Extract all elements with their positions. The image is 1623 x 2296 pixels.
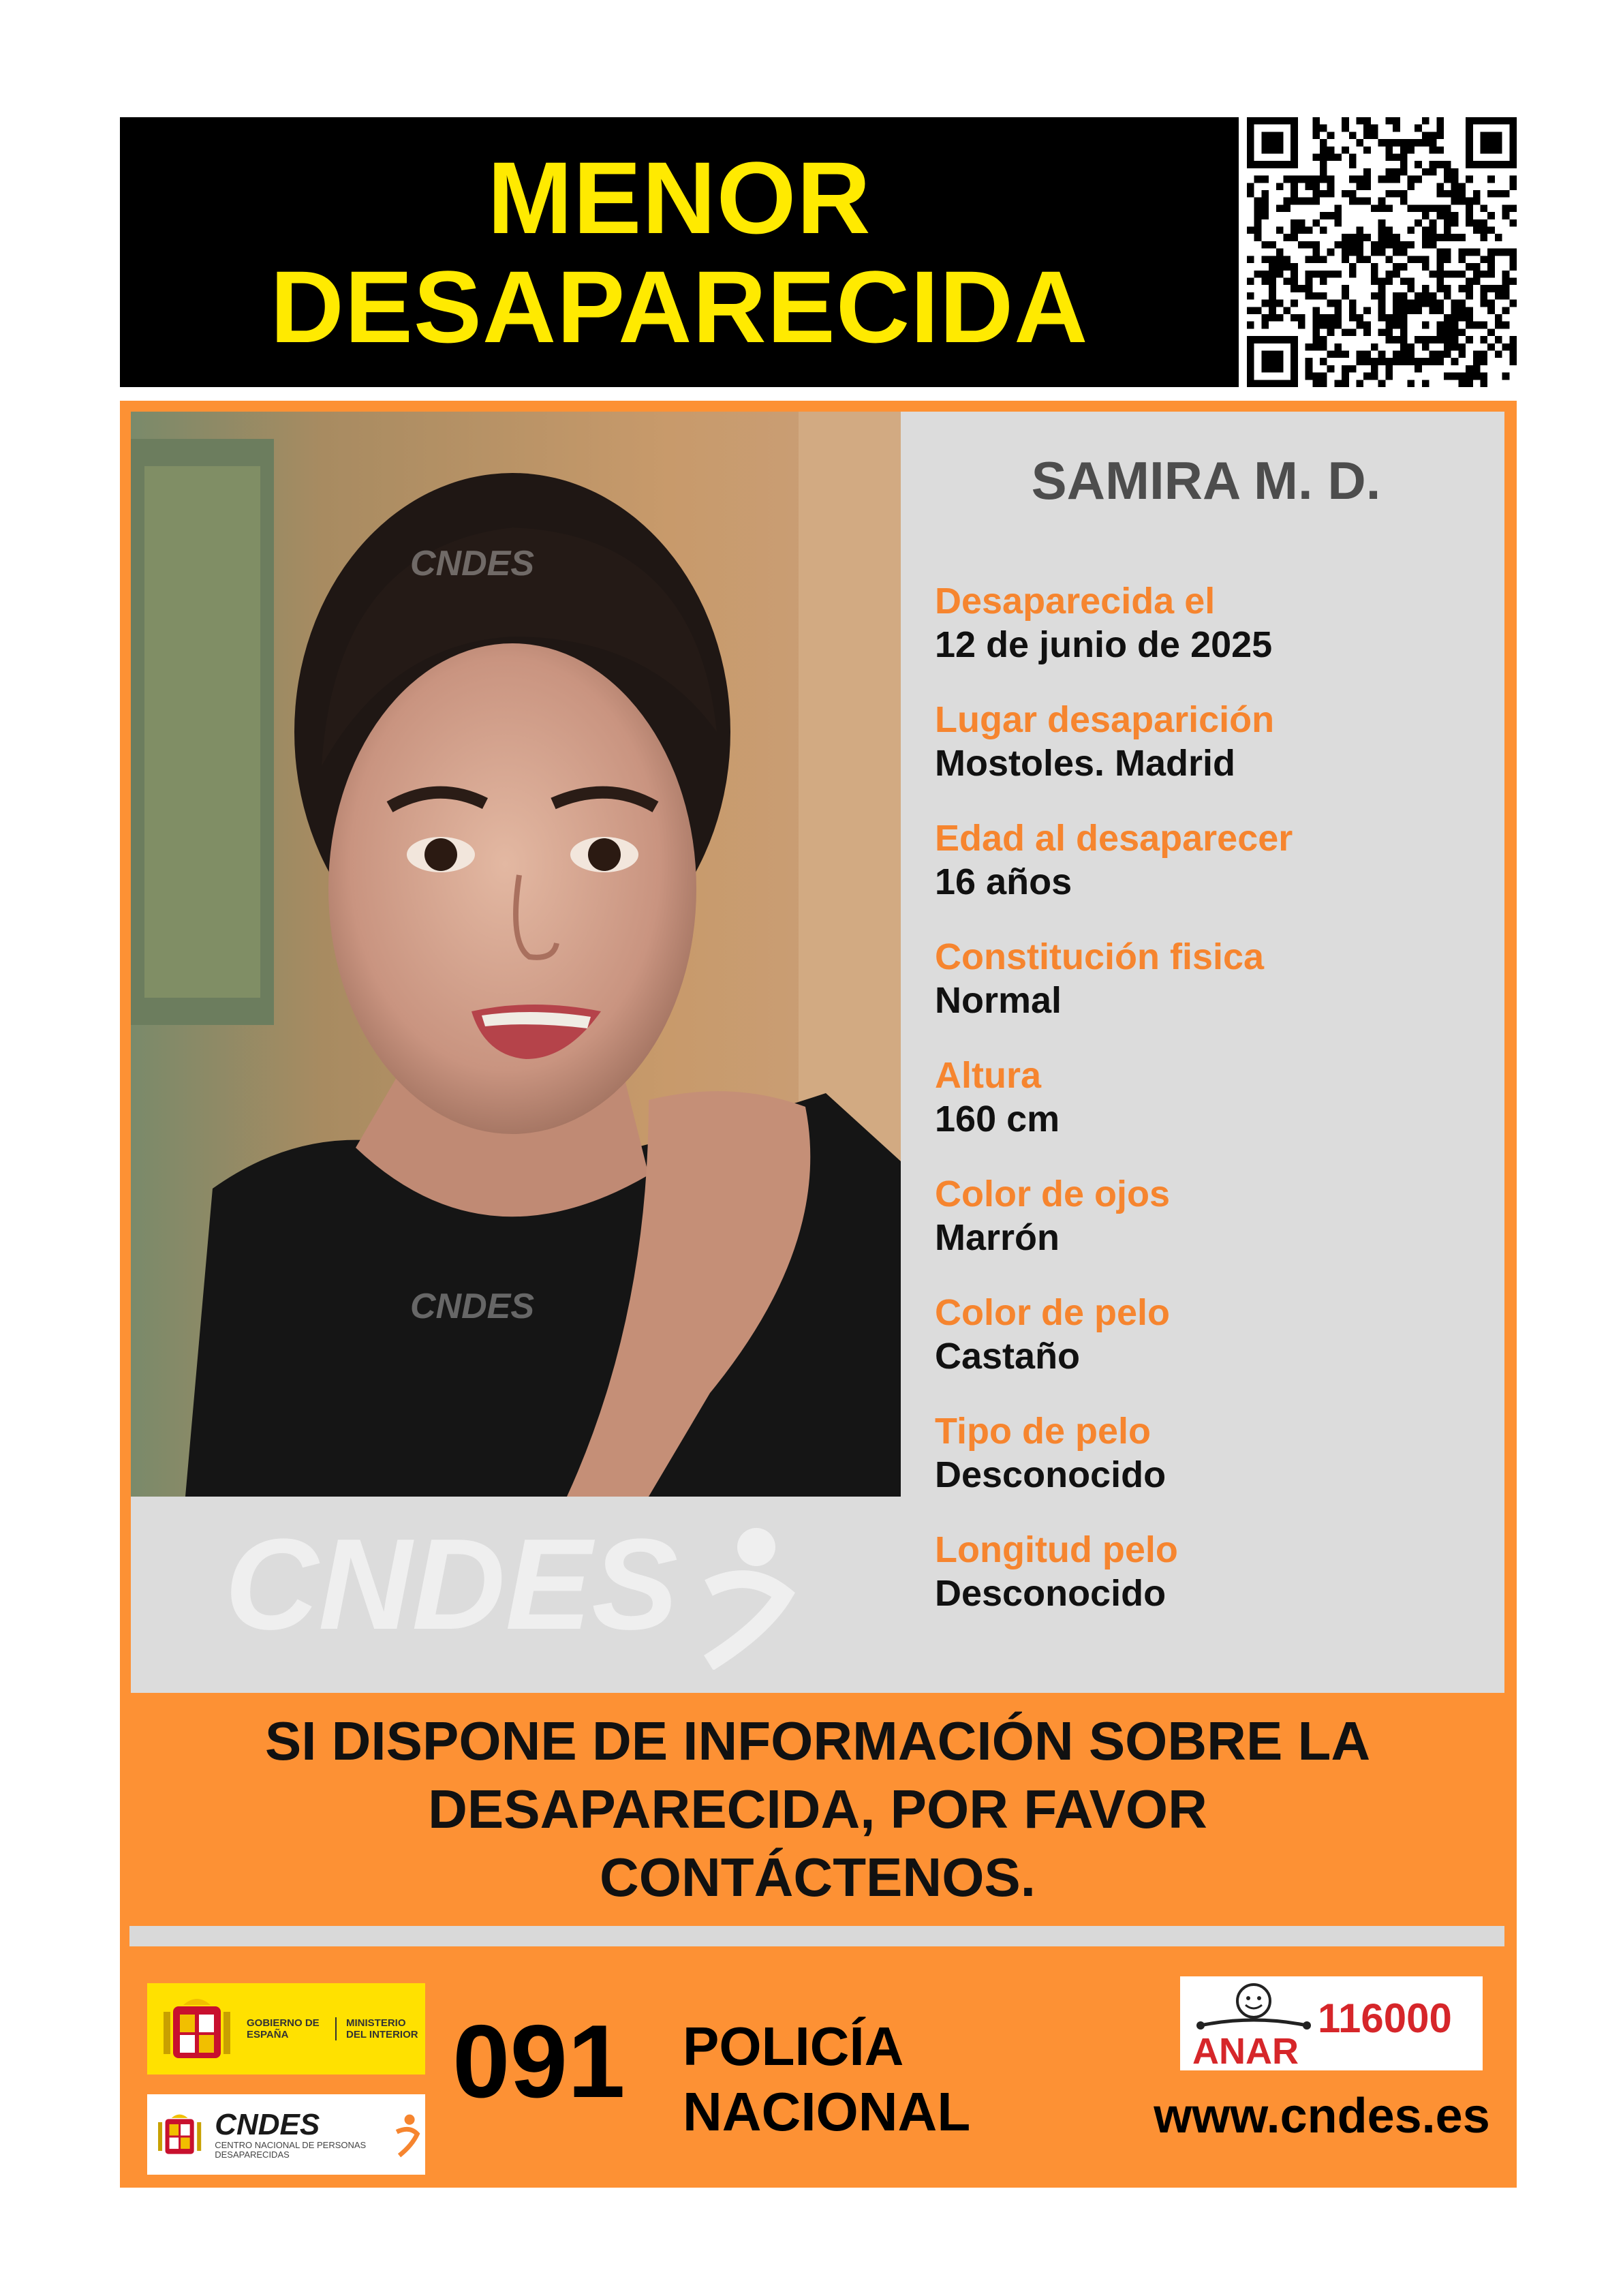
website-link[interactable]: www.cndes.es — [1154, 2089, 1490, 2143]
detail-value: Mostoles. Madrid — [935, 743, 1236, 784]
svg-text:CNDES: CNDES — [410, 544, 535, 583]
detail-label: Longitud pelo — [935, 1529, 1178, 1570]
detail-label: Altura — [935, 1055, 1042, 1096]
cndes-subtitle: CENTRO NACIONAL DE PERSONAS DESAPARECIDAS — [215, 2140, 367, 2160]
svg-text:CNDES: CNDES — [410, 1287, 535, 1326]
cndes-name: CNDES — [215, 2108, 320, 2141]
detail-label: Lugar desaparición — [935, 699, 1275, 740]
anar-logo — [1180, 1976, 1483, 2070]
gov-text: GOBIERNO DE ESPAÑA — [247, 2017, 320, 2040]
detail-hair-color — [935, 1291, 1494, 1409]
person-figure-icon — [389, 2104, 425, 2165]
detail-value: Desconocido — [935, 1454, 1166, 1495]
agency-line1: POLICÍA — [683, 2016, 904, 2077]
person-name: SAMIRA M. D. — [1031, 450, 1381, 510]
detail-value: 12 de junio de 2025 — [935, 624, 1273, 665]
message-line2: DESAPARECIDA, POR FAVOR — [428, 1779, 1207, 1839]
detail-value: 16 años — [935, 861, 1072, 902]
detail-hair-type — [935, 1409, 1494, 1528]
coat-of-arms-icon — [159, 1991, 234, 2066]
detail-age — [935, 816, 1494, 935]
header-title-line2: DESAPARECIDA — [270, 249, 1089, 364]
detail-label: Color de ojos — [935, 1174, 1171, 1214]
agency-line2: NACIONAL — [683, 2081, 971, 2142]
qr-code-icon[interactable] — [1247, 117, 1517, 387]
svg-text:CNDES: CNDES — [225, 1512, 679, 1657]
message-line3: CONTÁCTENOS. — [600, 1847, 1036, 1908]
detail-value: Desconocido — [935, 1573, 1166, 1614]
missing-person-photo — [131, 412, 901, 1497]
detail-height — [935, 1054, 1494, 1172]
detail-value: Normal — [935, 980, 1062, 1021]
detail-label: Constitución fisica — [935, 936, 1265, 977]
divider — [129, 1926, 1504, 1946]
coat-of-arms-icon — [154, 2100, 205, 2169]
detail-eye-color — [935, 1172, 1494, 1291]
detail-label: Color de pelo — [935, 1292, 1171, 1333]
ministry-text: MINISTERIO DEL INTERIOR — [335, 2017, 421, 2040]
anar-brand: ANAR — [1192, 2031, 1299, 2070]
detail-label: Edad al desaparecer — [935, 818, 1293, 859]
contact-message — [157, 1707, 1479, 1912]
cndes-brand — [215, 2109, 386, 2160]
anar-number: 116000 — [1318, 1995, 1452, 2041]
detail-value: Marrón — [935, 1217, 1060, 1258]
cndes-logo — [147, 2094, 425, 2175]
detail-label: Tipo de pelo — [935, 1411, 1151, 1452]
message-line1: SI DISPONE DE INFORMACIÓN SOBRE LA — [264, 1711, 1371, 1771]
detail-value: Castaño — [935, 1336, 1081, 1377]
poster-header — [120, 117, 1239, 387]
cndes-watermark — [218, 1506, 831, 1670]
gobierno-logo — [147, 1983, 425, 2075]
detail-value: 160 cm — [935, 1099, 1060, 1139]
person-details — [935, 579, 1494, 1647]
detail-label: Desaparecida el — [935, 581, 1216, 622]
emergency-phone-number[interactable]: 091 — [452, 2004, 625, 2119]
detail-hair-length — [935, 1528, 1494, 1647]
detail-build — [935, 935, 1494, 1054]
header-title-line1: MENOR — [487, 140, 871, 255]
detail-location — [935, 698, 1494, 816]
detail-missing-date — [935, 579, 1494, 698]
agency-name — [683, 2014, 970, 2145]
